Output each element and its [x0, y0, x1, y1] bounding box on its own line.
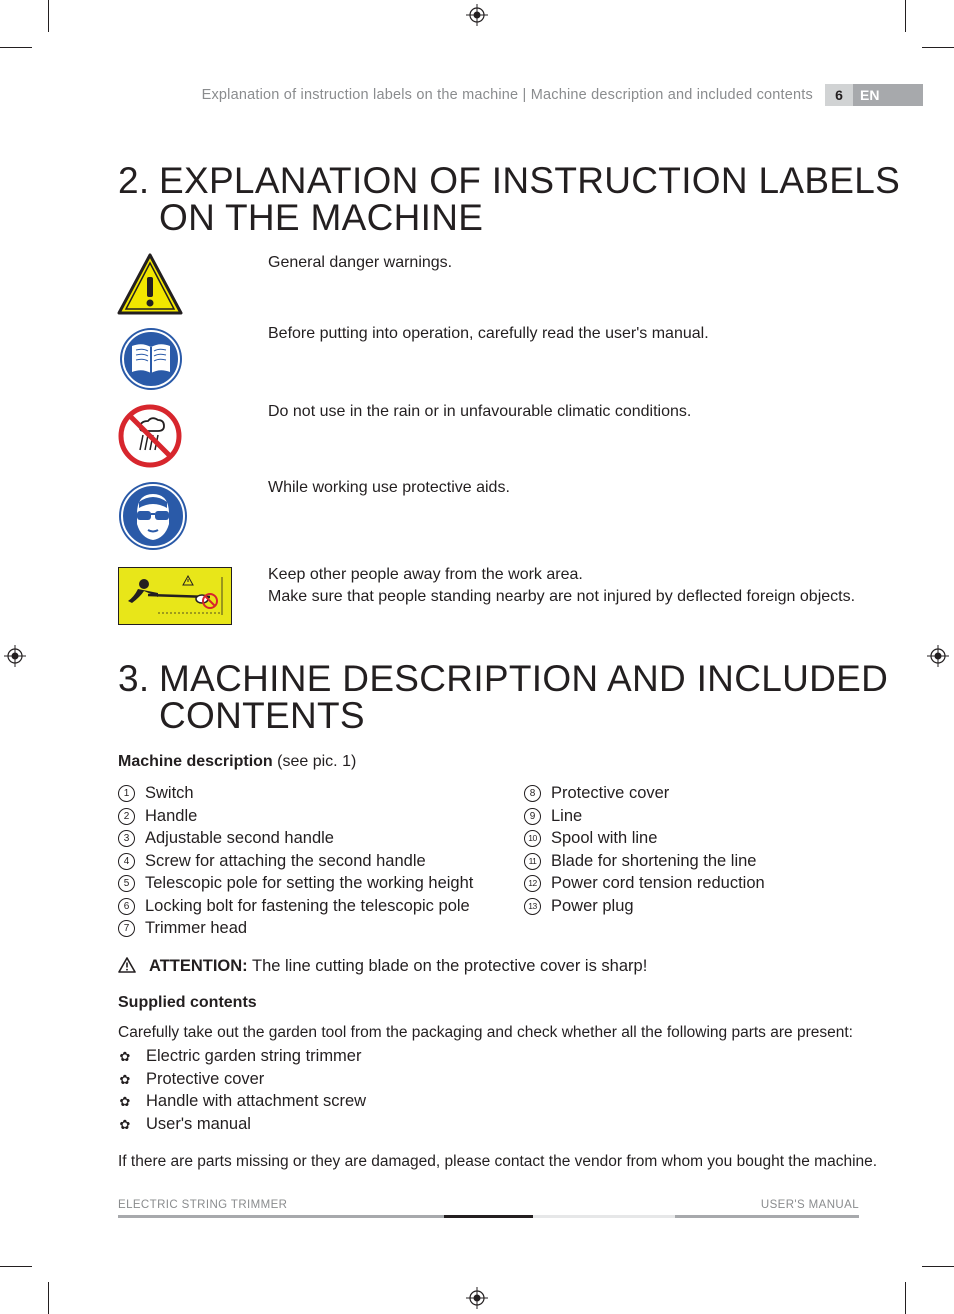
part-label: Switch [145, 784, 194, 802]
part-item [524, 850, 756, 872]
part-number: 1 [118, 785, 135, 802]
flower-bullet-icon: ✿ [119, 1094, 131, 1109]
part-label: Power cord tension reduction [551, 874, 765, 892]
part-number: 6 [118, 898, 135, 915]
section-title-line1: EXPLANATION OF INSTRUCTION LABELS [159, 160, 901, 201]
label-description-line2: Make sure that people standing nearby are not injured by deflected foreign objects. [268, 588, 856, 605]
supplied-item [118, 1045, 361, 1067]
footer-rule-segment [533, 1215, 675, 1218]
part-number: 12 [524, 875, 541, 892]
wear-eye-protection-icon [117, 480, 189, 552]
part-number: 9 [524, 808, 541, 825]
part-item [118, 850, 426, 872]
part-number: 13 [524, 898, 541, 915]
part-label: Protective cover [551, 784, 670, 802]
part-label: Screw for attaching the second handle [145, 852, 426, 870]
label-description: Do not use in the rain or in unfavourable climatic conditions. [268, 403, 692, 420]
crop-mark [48, 1282, 49, 1314]
supplied-item-label: Protective cover [146, 1070, 265, 1088]
supplied-item [118, 1068, 264, 1090]
read-manual-icon [118, 326, 184, 392]
supplied-item-label: Electric garden string trimmer [146, 1047, 362, 1065]
part-number: 8 [524, 785, 541, 802]
section-3-heading [118, 660, 888, 734]
label-description [268, 564, 855, 608]
part-label: Blade for shortening the line [551, 852, 757, 870]
supplied-closing: If there are parts missing or they are damaged, please contact the vendor from whom you bought the machine. [118, 1153, 878, 1170]
part-number: 4 [118, 853, 135, 870]
subheading-label: Machine description [118, 753, 273, 770]
label-description: General danger warnings. [268, 254, 453, 271]
supplied-item [118, 1090, 366, 1112]
registration-mark-icon [466, 1287, 488, 1309]
section-title-line2: ON THE MACHINE [159, 197, 484, 238]
warning-triangle-icon [118, 957, 136, 973]
page-number: 6 [825, 84, 853, 106]
part-item [524, 805, 582, 827]
registration-mark-icon [466, 4, 488, 26]
footer-rule-segment [444, 1215, 533, 1218]
part-label: Locking bolt for fastening the telescopic pole [145, 897, 470, 915]
supplied-item [118, 1113, 251, 1135]
danger-warning-icon [116, 252, 184, 316]
crop-mark [48, 0, 49, 32]
machine-description-heading [118, 753, 356, 771]
part-item [524, 782, 669, 804]
crop-mark [0, 1266, 32, 1267]
supplied-item-label: Handle with attachment screw [146, 1092, 367, 1110]
section-number: 2. [118, 160, 150, 201]
part-label: Power plug [551, 897, 634, 915]
part-number: 2 [118, 808, 135, 825]
footer-manual: USER'S MANUAL [760, 1199, 859, 1211]
footer-product: ELECTRIC STRING TRIMMER [118, 1199, 288, 1211]
part-item [118, 917, 247, 939]
flower-bullet-icon: ✿ [119, 1117, 131, 1132]
supplied-intro: Carefully take out the garden tool from the packaging and check whether all the following parts are present: [118, 1024, 853, 1041]
part-item [524, 827, 657, 849]
footer-rule-segment [118, 1215, 444, 1218]
part-number: 5 [118, 875, 135, 892]
part-item [118, 872, 473, 894]
attention-note [118, 955, 647, 977]
part-item [118, 827, 334, 849]
section-number: 3. [118, 658, 150, 699]
registration-mark-icon [4, 645, 26, 667]
label-description-line1: Keep other people away from the work area. [268, 566, 583, 583]
part-item [524, 872, 765, 894]
crop-mark [905, 1282, 906, 1314]
flower-bullet-icon: ✿ [119, 1072, 131, 1087]
crop-mark [905, 0, 906, 32]
crop-mark [0, 47, 32, 48]
no-rain-icon [118, 404, 182, 468]
part-item [118, 895, 470, 917]
subheading-note: (see pic. 1) [277, 753, 357, 770]
keep-distance-icon [118, 567, 232, 625]
part-label: Spool with line [551, 829, 658, 847]
crop-mark [922, 1266, 954, 1267]
label-description: Before putting into operation, carefully read the user's manual. [268, 325, 709, 342]
flower-bullet-icon: ✿ [119, 1049, 131, 1064]
footer-rule-segment [675, 1215, 859, 1218]
supplied-item-label: User's manual [146, 1115, 251, 1133]
part-number: 7 [118, 920, 135, 937]
part-label: Line [551, 807, 583, 825]
label-description: While working use protective aids. [268, 479, 510, 496]
registration-mark-icon [927, 645, 949, 667]
part-label: Handle [145, 807, 198, 825]
part-number: 3 [118, 830, 135, 847]
section-2-heading [118, 162, 900, 236]
part-item [118, 805, 197, 827]
part-item [118, 782, 194, 804]
section-title-line1: MACHINE DESCRIPTION AND INCLUDED [159, 658, 889, 699]
part-item [524, 895, 634, 917]
crop-mark [922, 47, 954, 48]
part-number: 11 [524, 853, 541, 870]
part-label: Adjustable second handle [145, 829, 334, 847]
supplied-contents-heading: Supplied contents [118, 994, 257, 1011]
running-header: Explanation of instruction labels on the machine | Machine description and included contents [201, 87, 813, 103]
part-label: Telescopic pole for setting the working height [145, 874, 474, 892]
attention-label: ATTENTION: [149, 957, 248, 975]
section-title-line2: CONTENTS [159, 695, 365, 736]
language-code: EN [860, 87, 880, 103]
attention-text: The line cutting blade on the protective cover is sharp! [251, 957, 648, 975]
part-label: Trimmer head [145, 919, 248, 937]
part-number: 10 [524, 830, 541, 847]
